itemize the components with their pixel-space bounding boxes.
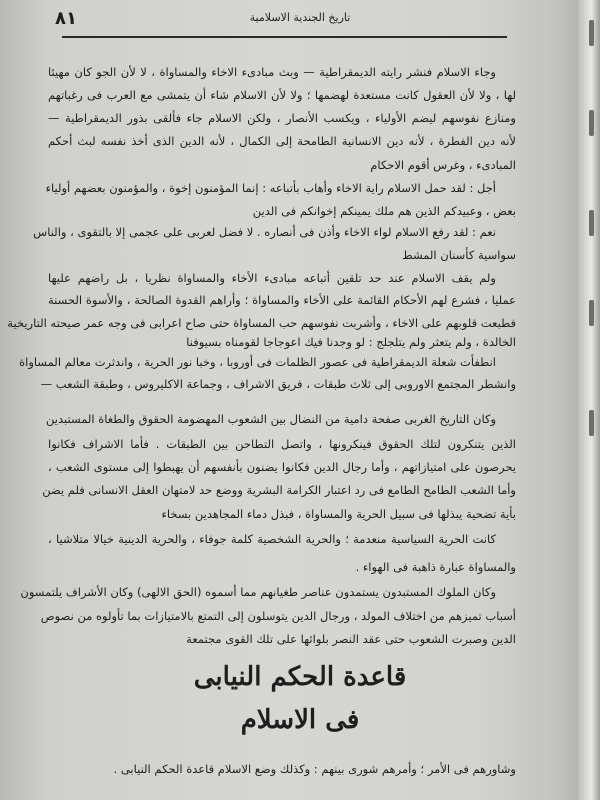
- text-line: أسباب تميزهم من اختلاف المولد ، ورجال الدين يتوسلون إلى التمتع بالامتيازات بما تأولوه من نصوص: [40, 609, 516, 623]
- binding-hole: [589, 300, 594, 326]
- closing-line: وشاورهم فى الأمر ؛ وأمرهم شورى بينهم : وكذلك وضع الاسلام قاعدة الحكم النيابى .: [113, 762, 516, 776]
- text-line: المبادىء ، وغرس أقوم الاحكام: [370, 158, 516, 172]
- text-line: بعض ، وعبيدكم الذين هم ملك يمينكم إخوانكم فى الدين: [252, 204, 516, 218]
- running-title: تاريخ الجندية الاسلامية: [249, 11, 351, 24]
- text-line: وأما الشعب الطامح الطامع فى رد اعتبار الكرامة البشرية ووضع حد لامتهان العقل الانسانى فلم يضن: [42, 483, 516, 497]
- text-line: يحرصون على امتيازاتهم ، وأما رجال الدين فكانوا يضنون بأنفسهم أن يهبطوا إلى مستوى الشعب ،: [48, 460, 516, 474]
- text-line: لأنه دين الفطرة ، لأنه دين الانسانية الطامحة إلى الكمال ، لأنه الدين الذى أخذ نفسه لبث أحكم: [48, 134, 516, 148]
- text-line: نعم : لقد رفع الاسلام لواء الاخاء وأذن فى أنصاره . لا فضل لعربى على عجمى إلا بالتقوى ، والناس: [33, 225, 496, 239]
- text-line: بأية تضحية يبذلها فى سبيل الحرية والمساواة ، فبذل دماء المجاهدين بسخاء: [161, 507, 516, 521]
- text-line: الذين يتنكرون لتلك الحقوق فينكرونها ، واتصل التطاحن بين الطبقات . فأما الاشراف فكانوا: [48, 437, 516, 451]
- text-line: الدين وصبرت الشعوب حتى عقد النصر بلوائها على تلك القوى مجتمعة: [186, 632, 516, 646]
- text-line: أجل : لقد حمل الاسلام راية الاخاء وأهاب بأتباعه : إنما المؤمنون إخوة ، والمؤمنون بعضهم أولياء: [45, 181, 496, 195]
- text-line: وكان الملوك المستبدون يستمدون عناصر طغيانهم مما أسموه (الحق الالهى) وكان الأشراف يلتمسون: [20, 585, 496, 599]
- page-number: ٨١: [55, 8, 77, 29]
- binding-hole: [589, 110, 594, 136]
- text-line: وكان التاريخ الغربى صفحة دامية من النضال بين الشعوب المهضومة الحقوق والطغاة المستبدين: [46, 412, 496, 426]
- section-title-line1: قاعدة الحكم النيابى: [193, 662, 407, 692]
- text-line: سواسية كأسنان المشط: [402, 248, 516, 262]
- section-title-line2: فى الاسلام: [240, 705, 360, 735]
- binding-hole: [589, 210, 594, 236]
- binding-hole: [589, 20, 594, 46]
- text-line: الخالدة ، ولم يتعثر ولم يتلجلج : لو وجدنا فيك اعوجاجا لقومناه بسيوفنا: [186, 335, 516, 349]
- text-line: انطفأت شعلة الديمقراطية فى عصور الظلمات فى أوروبا ، وخبا نور الحرية ، واندثرت معالم المساواة: [19, 355, 496, 369]
- text-line: ولم يقف الاسلام عند حد تلقين أتباعه مبادىء الأخاء والمساواة نظريا ، بل راضهم عليها: [48, 271, 496, 285]
- text-line: ومنازع نفوسهم ليضم الأولياء ، ويكسب الأنصار ، ولكن الاسلام جاء فألقى بذور الديمقراطية —: [48, 111, 516, 125]
- text-line: عمليا ، فشرع لهم الأحكام القائمة على الأخاء والمساواة ؛ وأراهم القدوة الصالحة ، والأسوة الحسنة: [48, 293, 516, 307]
- binding-hole: [589, 410, 594, 436]
- text-line: وانشطر المجتمع الاوروبى إلى ثلاث طبقات ، فريق الاشراف ، وجماعة الاكليروس ، وطبقة الشعب —: [40, 377, 516, 391]
- text-line: كانت الحرية السياسية منعدمة ؛ والحرية الشخصية كلمة جوفاء ، والحرية الدينية خيالا متلاشيا ،: [48, 532, 496, 546]
- text-line: وجاء الاسلام فنشر رايته الديمقراطية — وبث مبادىء الاخاء والمساواة ، لا لأن الجو كان مهيئا: [48, 65, 496, 79]
- header-rule: [62, 36, 507, 38]
- text-line: فطبعت قلوبهم على الاخاء ، وأشربت نفوسهم حب المساواة حتى صاح اعرابى فى وجه عمر صيحته التاريخية: [7, 316, 516, 330]
- text-line: والمساواة عبارة ذاهبة فى الهواء .: [355, 560, 516, 574]
- text-line: لها ، ولا لأن العقول كانت مستعدة لهضمها ؛ ولا لأن الاسلام شاء أن يتمشى مع العرب فى رغباتهم: [48, 88, 516, 102]
